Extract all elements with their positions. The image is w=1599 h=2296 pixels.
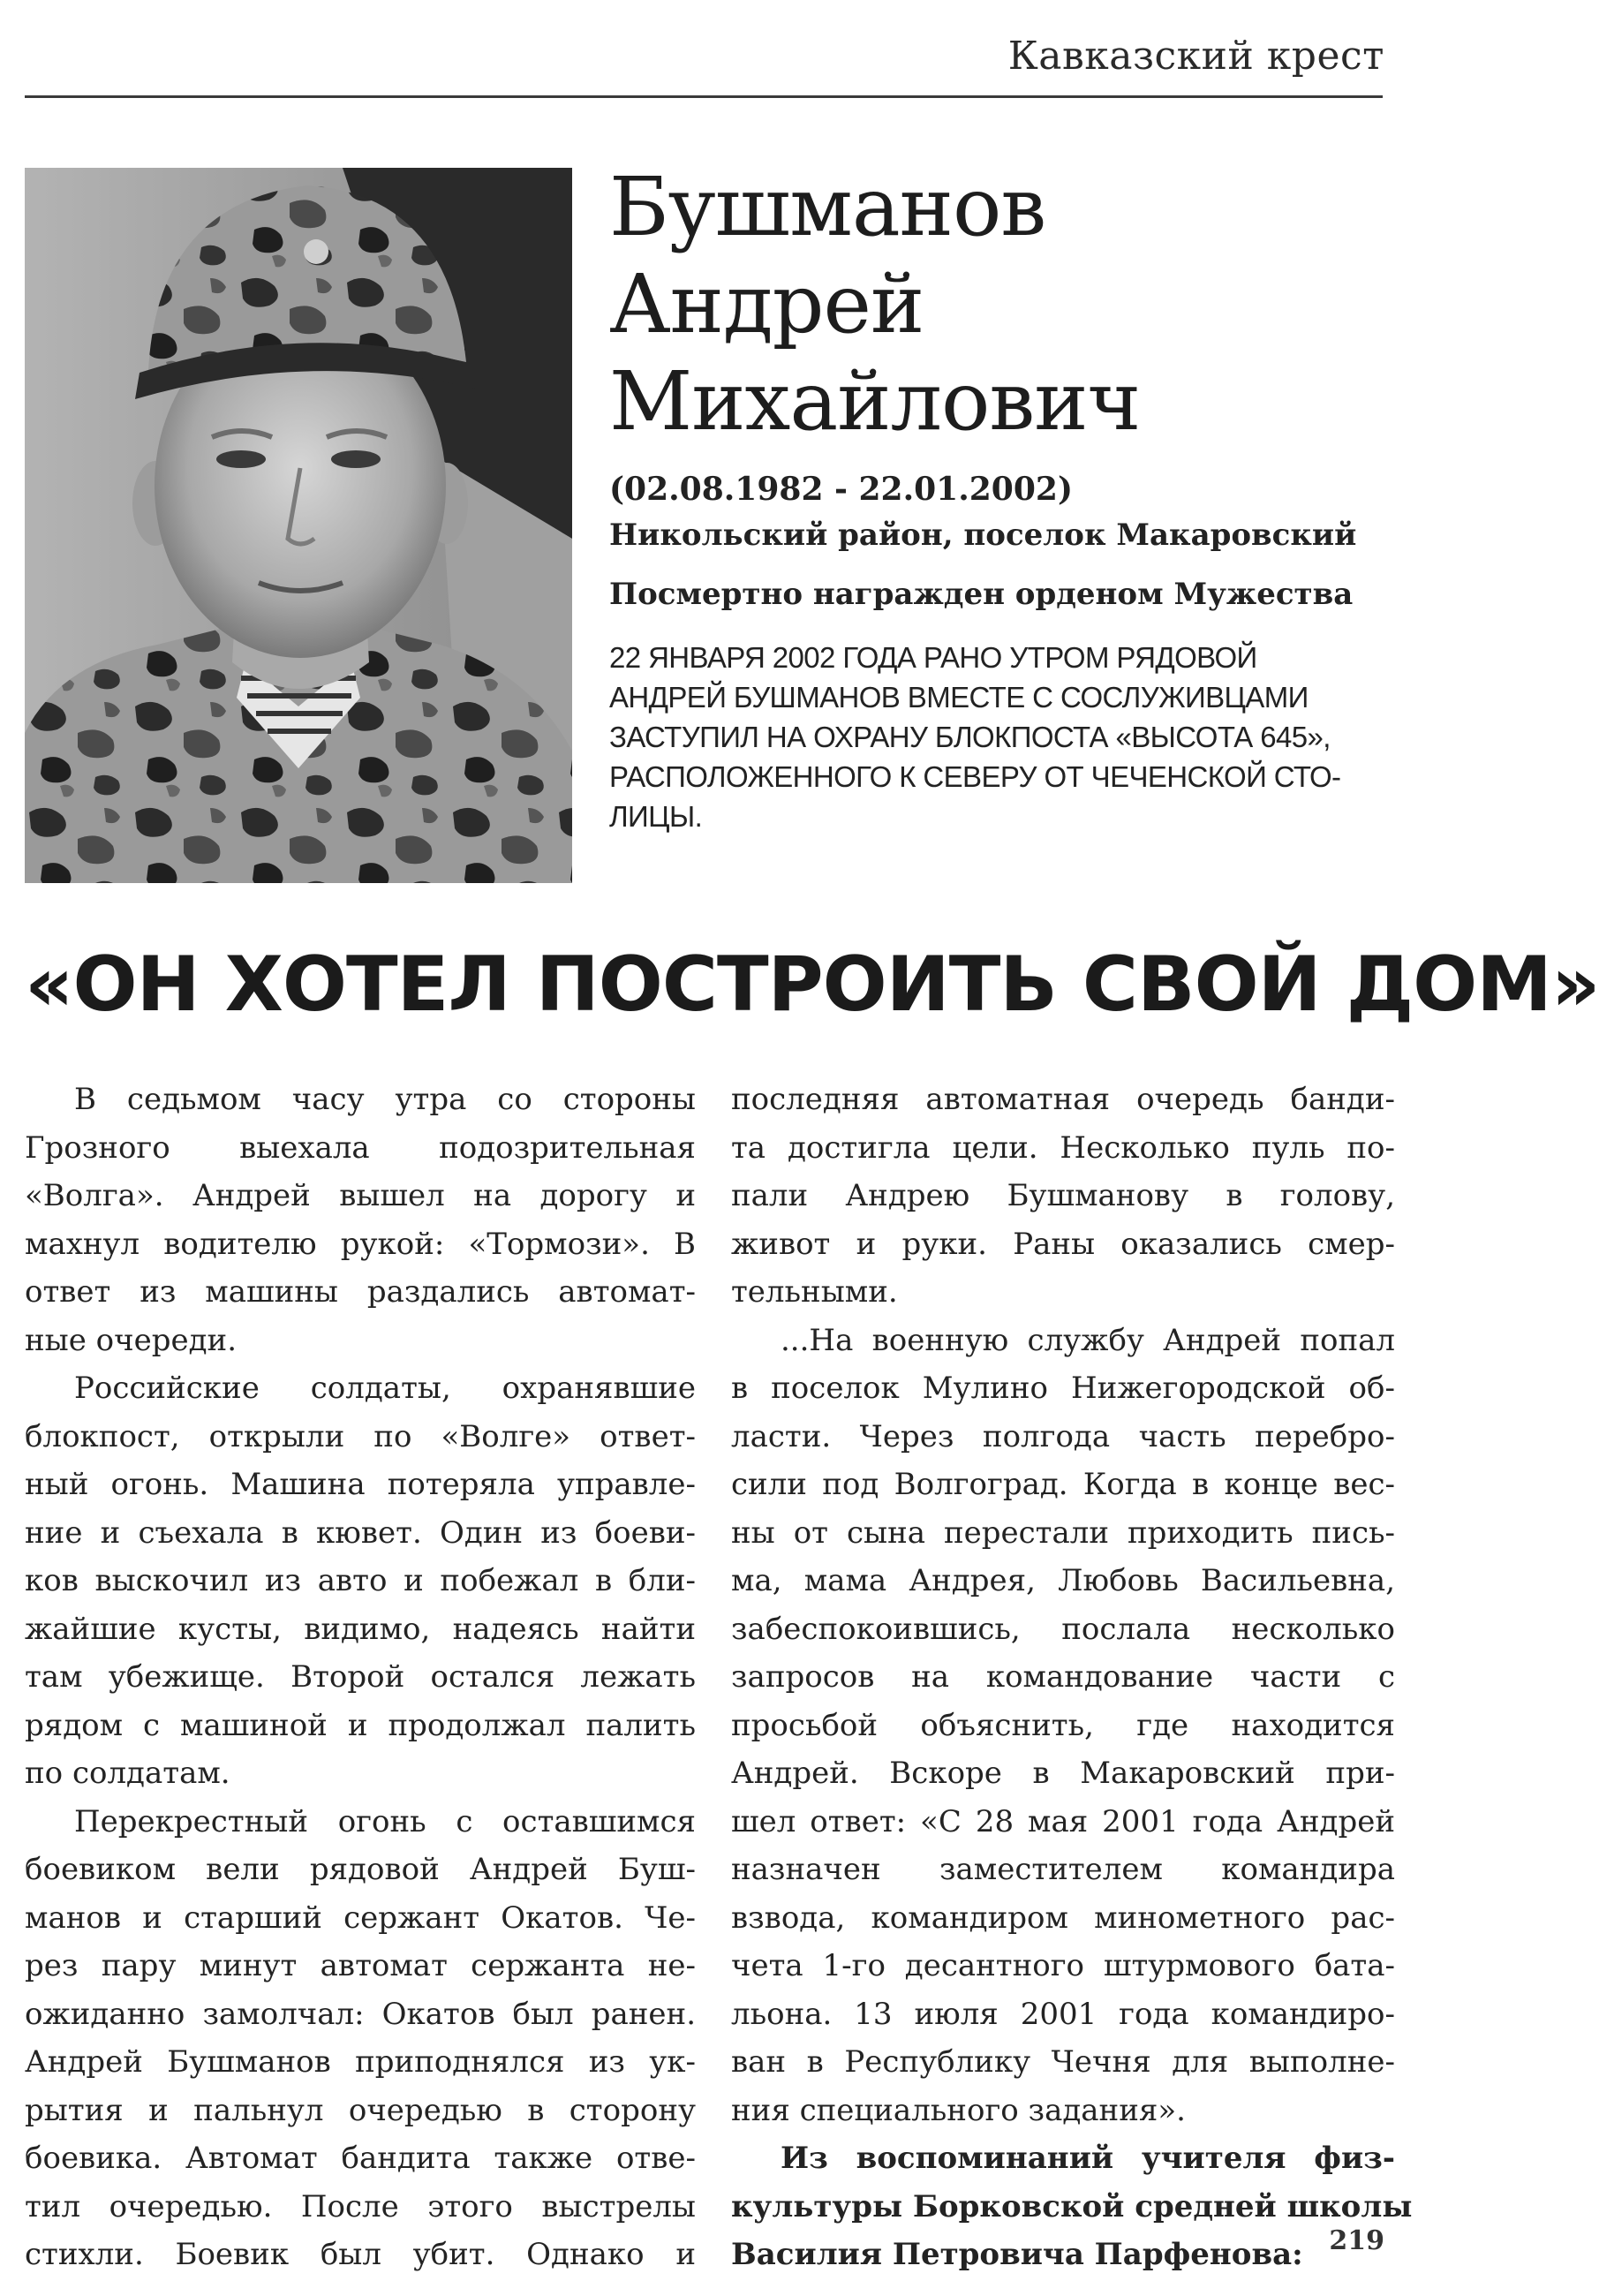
text-line: ласти. Через полгода часть перебро- (731, 1418, 1395, 1454)
text-line: там убежище. Второй остался лежать (25, 1659, 696, 1695)
text-line: «Волга». Андрей вышел на дорогу и (25, 1178, 696, 1213)
text-line: жайшие кусты, видимо, надеясь найти (25, 1611, 696, 1647)
text-line: шел ответ: «С 28 мая 2001 года Андрей (731, 1803, 1395, 1839)
text-line: тил очередью. После этого выстрелы (25, 2188, 696, 2224)
portrait-illustration (25, 168, 572, 883)
body-column-right (731, 1076, 1413, 2279)
text-line: ...На военную службу Андрей попал (781, 1322, 1395, 1358)
text-line: манов и старший сержант Окатов. Че- (25, 1899, 696, 1936)
text-line: тельными. (731, 1274, 898, 1310)
text-line: ния специального задания». (731, 2092, 1186, 2128)
first-name: Андрей (609, 257, 924, 351)
body-column-left (25, 1076, 696, 2279)
text-line: В седьмом часу утра со стороны (74, 1082, 696, 1117)
text-line: стихли. Боевик был убит. Однако и (25, 2237, 696, 2272)
text-line: чета 1-го десантного штурмового бата- (731, 1948, 1395, 1983)
text-line: по солдатам. (25, 1756, 230, 1791)
person-info (609, 159, 1386, 836)
text-line: льона. 13 июля 2001 года командиро- (731, 1996, 1395, 2032)
lead-paragraph (609, 638, 1386, 836)
text-line: сили под Волгоград. Когда в конце вес- (731, 1467, 1395, 1502)
lead-line: ЗАСТУПИЛ НА ОХРАНУ БЛОКПОСТА «ВЫСОТА 645», (609, 721, 1331, 753)
text-line: взвода, командиром минометного рас- (731, 1899, 1395, 1936)
text-line: ные очереди. (25, 1322, 238, 1358)
text-line: Из воспоминаний учителя физ- (781, 2141, 1395, 2176)
text-line: запросов на командование части с (731, 1659, 1395, 1695)
text-line: ответ из машины раздались автомат- (25, 1274, 696, 1310)
text-line: боевиком вели рядовой Андрей Буш- (25, 1852, 696, 1887)
award-note: Посмертно награжден орденом Мужества (609, 577, 1354, 612)
text-line: махнул водителю рукой: «Тормози». В (25, 1226, 696, 1262)
article-headline: «ОН ХОТЕЛ ПОСТРОИТЬ СВОЙ ДОМ» (25, 940, 1599, 1029)
text-line: ван в Республику Чечня для выполне- (731, 2044, 1395, 2080)
text-line: последняя автоматная очередь банди- (731, 1082, 1395, 1117)
text-line: в поселок Мулино Нижегородской об- (731, 1371, 1395, 1406)
text-line: ние и съехала в кювет. Один из боеви- (25, 1514, 696, 1551)
text-line: ный огонь. Машина потеряла управле- (25, 1467, 696, 1502)
text-line: та достигла цели. Несколько пуль по- (731, 1129, 1395, 1166)
place-of-origin: Никольский район, поселок Макаровский (609, 517, 1357, 553)
portrait-photo (25, 168, 572, 883)
lead-line: АНДРЕЙ БУШМАНОВ ВМЕСТЕ С СОСЛУЖИВЦАМИ (609, 681, 1309, 714)
text-line: забеспокоившись, послала несколько (731, 1611, 1395, 1647)
text-line: пали Андрею Бушманову в голову, (731, 1178, 1395, 1213)
text-line: ожиданно замолчал: Окатов был ранен. (25, 1996, 696, 2032)
text-line: Перекрестный огонь с оставшимся (74, 1803, 696, 1839)
text-line: культуры Борковской средней школы (731, 2188, 1413, 2224)
text-line: ны от сына перестали приходить пись- (731, 1514, 1395, 1551)
surname: Бушманов (609, 160, 1046, 254)
life-dates: (02.08.1982 - 22.01.2002) (609, 471, 1073, 508)
running-header: Кавказский крест (1007, 34, 1384, 79)
text-line: рядом с машиной и продолжал палить (25, 1707, 696, 1743)
text-line: живот и руки. Раны оказались смер- (731, 1226, 1395, 1262)
text-line: рез пару минут автомат сержанта не- (25, 1948, 696, 1983)
text-line: назначен заместителем командира (731, 1852, 1395, 1887)
lead-line: РАСПОЛОЖЕННОГО К СЕВЕРУ ОТ ЧЕЧЕНСКОЙ СТО- (609, 760, 1341, 793)
text-line: рытия и пальнул очередью в сторону (25, 2092, 696, 2128)
lead-line: ЛИЦЫ. (609, 800, 703, 833)
text-line: просьбой объяснить, где находится (731, 1707, 1395, 1743)
text-line: ков выскочил из авто и побежал в бли- (25, 1563, 696, 1598)
text-line: блокпост, открыли по «Волге» ответ- (25, 1418, 696, 1454)
text-line: Андрей. Вскоре в Макаровский при- (731, 1756, 1395, 1791)
text-line: Грозного выехала подозрительная (25, 1129, 696, 1166)
header-rule (25, 95, 1383, 98)
text-line: Андрей Бушманов приподнялся из ук- (25, 2044, 696, 2080)
text-line: боевика. Автомат бандита также отве- (25, 2141, 696, 2176)
page-number: 219 (1329, 2225, 1384, 2256)
text-line: Василия Петровича Парфенова: (731, 2237, 1303, 2272)
text-line: Российские солдаты, охранявшие (74, 1371, 696, 1406)
patronymic: Михайлович (609, 354, 1141, 449)
text-line: ма, мама Андрея, Любовь Васильевна, (731, 1563, 1395, 1598)
lead-line: 22 ЯНВАРЯ 2002 ГОДА РАНО УТРОМ РЯДОВОЙ (609, 641, 1257, 674)
